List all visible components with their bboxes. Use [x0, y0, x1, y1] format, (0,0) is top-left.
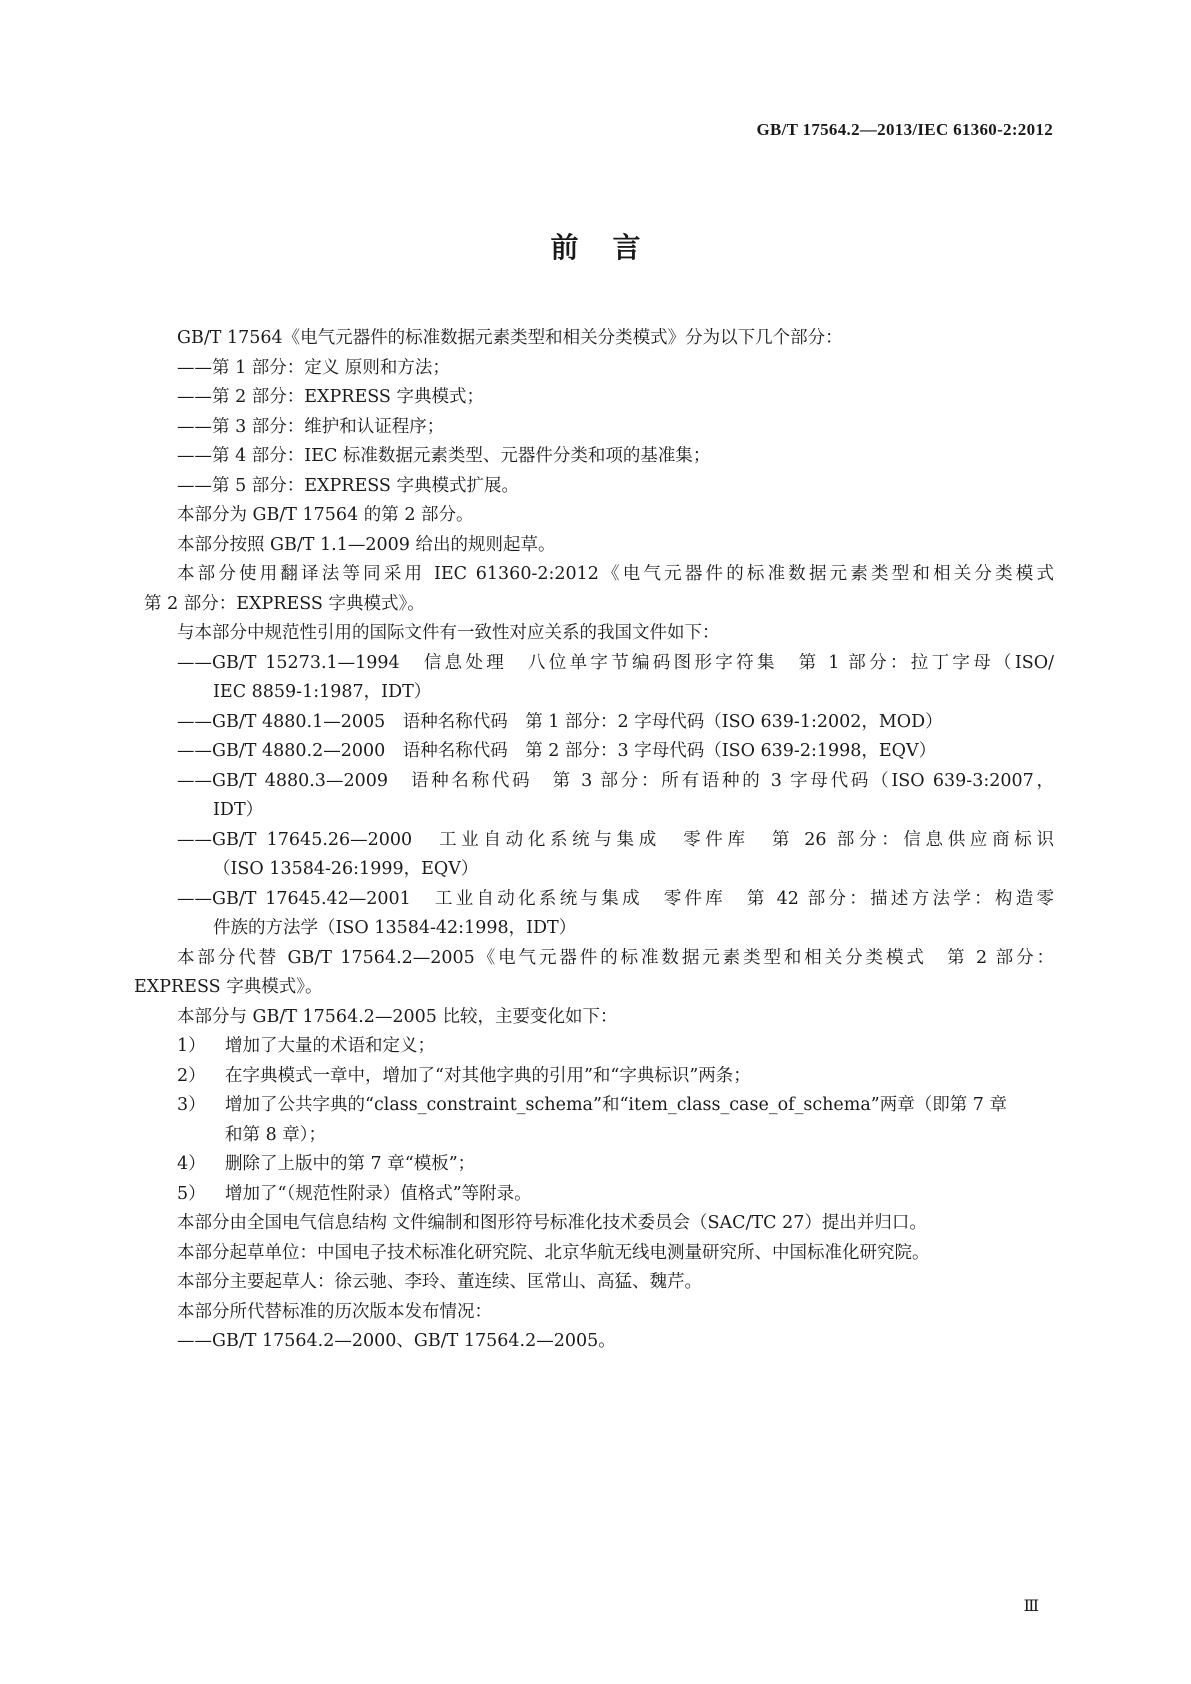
- list-number: 2）: [177, 1065, 206, 1086]
- part-list-item: ——第 5 部分：EXPRESS 字典模式扩展。: [177, 475, 519, 496]
- reference-list-item: ——GB/T 4880.3—2009 语种名称代码 第 3 部分：所有语种的 3 字母代码（ISO 639-3:2007，: [177, 770, 1054, 791]
- reference-list-continuation: 件族的方法学（ISO 13584-42:1998，IDT）: [213, 918, 577, 938]
- list-number: 3）: [177, 1095, 206, 1115]
- reference-list-continuation: IEC 8859-1:1987，IDT）: [213, 682, 432, 702]
- reference-list-continuation: IDT）: [213, 800, 264, 820]
- intro-paragraph: GB/T 17564《电气元器件的标准数据元素类型和相关分类模式》分为以下几个部分：: [177, 328, 843, 348]
- paragraph: 本部分由全国电气信息结构 文件编制和图形符号标准化技术委员会（SAC/TC 27）提出并归口。: [177, 1213, 927, 1233]
- change-list-item: [134, 1150, 1054, 1180]
- part-list-item: ——第 2 部分：EXPRESS 字典模式；: [177, 387, 484, 407]
- list-text: 在字典模式一章中，增加了“对其他字典的引用”和“字典标识”两条；: [225, 1065, 751, 1086]
- paragraph: 本部分代替 GB/T 17564.2—2005《电气元器件的标准数据元素类型和相关分类模式 第 2 部分：: [177, 947, 1054, 968]
- change-list-continuation: 和第 8 章）；: [225, 1124, 327, 1145]
- reference-list-item: ——GB/T 4880.2—2000 语种名称代码 第 2 部分：3 字母代码（ISO 639-2:1998，EQV）: [177, 741, 937, 761]
- part-list-item: ——第 1 部分：定义 原则和方法；: [177, 357, 450, 378]
- standard-code-header: GB/T 17564.2—2013/IEC 61360-2:2012: [756, 120, 1053, 139]
- reference-list-item: ——GB/T 4880.1—2005 语种名称代码 第 1 部分：2 字母代码（ISO 639-1:2002，MOD）: [177, 711, 943, 732]
- change-list-item: [134, 1180, 1054, 1210]
- list-text: 增加了大量的术语和定义；: [225, 1036, 435, 1056]
- change-list-item: [134, 1062, 1054, 1092]
- list-number: 1）: [177, 1036, 206, 1056]
- paragraph: 本部分为 GB/T 17564 的第 2 部分。: [177, 505, 474, 525]
- history-list-item: ——GB/T 17564.2—2000、GB/T 17564.2—2005。: [177, 1331, 616, 1351]
- list-text: 增加了“（规范性附录）值格式”等附录。: [225, 1183, 532, 1204]
- reference-list-continuation: （ISO 13584-26:1999，EQV）: [213, 859, 479, 879]
- reference-list-item: ——GB/T 17645.26—2000 工业自动化系统与集成 零件库 第 26 部分：信息供应商标识: [177, 829, 1054, 850]
- paragraph: 本部分按照 GB/T 1.1—2009 给出的规则起草。: [177, 534, 556, 555]
- list-number: 5）: [177, 1183, 206, 1204]
- reference-list-item: ——GB/T 17645.42—2001 工业自动化系统与集成 零件库 第 42 部分：描述方法学：构造零: [177, 888, 1054, 909]
- paragraph: 与本部分中规范性引用的国际文件有一致性对应关系的我国文件如下：: [177, 623, 720, 643]
- paragraph: 本部分使用翻译法等同采用 IEC 61360-2:2012《电气元器件的标准数据元素类型和相关分类模式: [177, 564, 1054, 584]
- page-title: 前言: [550, 231, 675, 264]
- paragraph: 本部分与 GB/T 17564.2—2005 比较，主要变化如下：: [177, 1006, 618, 1027]
- paragraph: 本部分起草单位：中国电子技术标准化研究院、北京华航无线电测量研究所、中国标准化研究院。: [177, 1242, 930, 1263]
- paragraph-continuation: 第 2 部分：EXPRESS 字典模式》。: [144, 593, 425, 614]
- part-list-item: ——第 3 部分：维护和认证程序；: [177, 416, 445, 437]
- reference-list-item: ——GB/T 15273.1—1994 信息处理 八位单字节编码图形字符集 第 1 部分：拉丁字母（ISO/: [177, 652, 1054, 673]
- paragraph: 本部分所代替标准的历次版本发布情况：: [177, 1301, 492, 1322]
- paragraph-continuation: EXPRESS 字典模式》。: [134, 977, 323, 997]
- change-list-item: [134, 1032, 1054, 1062]
- part-list-item: ——第 4 部分：IEC 标准数据元素类型、元器件分类和项的基准集；: [177, 446, 711, 466]
- paragraph: 本部分主要起草人：徐云驰、李玲、董连续、匡常山、高猛、魏芹。: [177, 1272, 702, 1292]
- list-number: 4）: [177, 1154, 206, 1174]
- list-text: 删除了上版中的第 7 章“模板”；: [225, 1154, 476, 1174]
- list-text: 增加了公共字典的“class_constraint_schema”和“item_class_case_of_schema”两章（即第 7 章: [225, 1095, 1007, 1115]
- change-list-item: [134, 1091, 1054, 1121]
- foreword-body: [134, 324, 1054, 1357]
- page-number: Ⅲ: [1023, 1598, 1039, 1615]
